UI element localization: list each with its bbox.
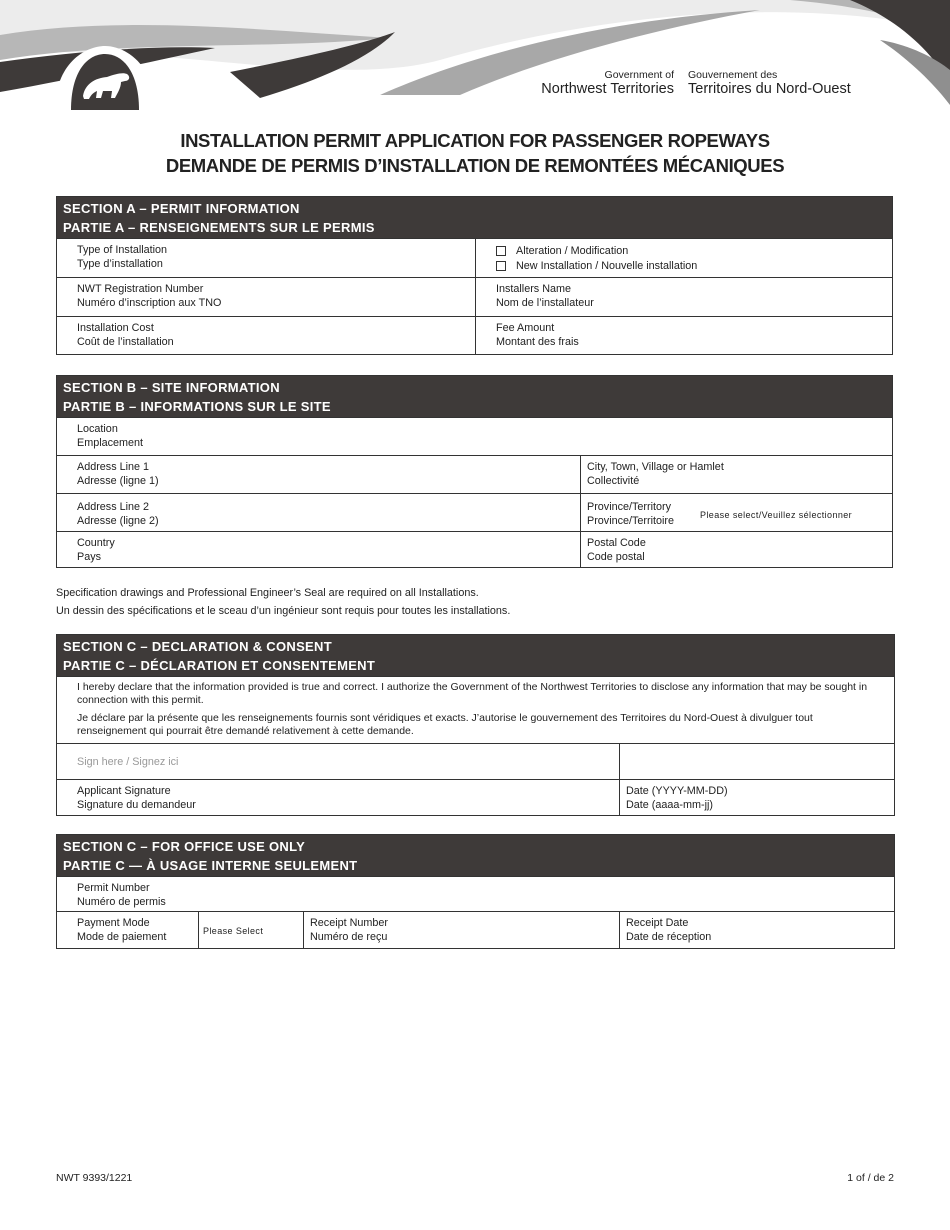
address-line-1-field[interactable]: Address Line 1 Adresse (ligne 1) [77,461,159,487]
signature-placeholder: Sign here / Signez ici [77,756,179,768]
province-label-fr: Province/Territoire [587,515,675,527]
gov-fr-name: Territoires du Nord-Ouest [688,81,851,97]
address-line-2-field[interactable]: Address Line 2 Adresse (ligne 2) [77,501,159,527]
type-of-installation-options [475,239,892,277]
section-b [56,375,893,568]
section-b-title-fr: PARTIE B – INFORMATIONS SUR LE SITE [63,398,331,414]
date-input[interactable] [619,744,894,779]
declaration-fr: Je déclare par la présente que les renseignements fournis sont véridiques et exacts. J’autorise le gouvernement des Territoires du Nord-Ouest à divulguer tout renseignement qui pourrait être demandé relativement à cette demande. [77,712,813,737]
office-use-title-en: SECTION C – FOR OFFICE USE ONLY [63,839,306,854]
alteration-checkbox[interactable] [496,246,506,256]
payment-mode-label: Payment Mode Mode de paiement [77,917,167,943]
fee-amount-field[interactable]: Fee Amount Montant des frais [475,317,892,354]
country-field[interactable]: Country Pays [77,537,115,563]
gov-en-name: Northwest Territories [541,81,674,97]
section-b-header [57,376,892,417]
receipt-number-field[interactable]: Receipt Number Numéro de reçu [303,912,619,948]
declaration-en: I hereby declare that the information provided is true and correct. I authorize the Government of the Northwest Territories to disclose any information that may be sought in connection with this permit. [77,681,868,706]
section-c-header [57,635,894,676]
gov-en-small: Government of [604,69,674,81]
requirements-note-fr: Un dessin des spécifications et le sceau d’un ingénieur sont requis pour toutes les installations. [56,605,511,617]
section-b-title-en: SECTION B – SITE INFORMATION [63,380,280,395]
gov-fr-small: Gouvernement des [688,69,778,81]
section-a-title-fr: PARTIE A – RENSEIGNEMENTS SUR LE PERMIS [63,219,375,235]
alteration-label: Alteration / Modification [516,244,629,257]
province-label-en: Province/Territory [587,501,671,513]
installers-name-field[interactable]: Installers Name Nom de l’installateur [475,278,892,316]
section-c-title-fr: PARTIE C – DÉCLARATION ET CONSENTEMENT [63,657,376,673]
province-field [580,494,892,531]
new-installation-label: New Installation / Nouvelle installation [516,259,698,272]
section-c-declaration [56,634,895,816]
applicant-signature-label: Applicant Signature Signature du demandeur [77,785,196,811]
installation-cost-field[interactable]: Installation Cost Coût de l’installation [77,322,174,348]
form-title-en: INSTALLATION PERMIT APPLICATION FOR PASSENGER ROPEWAYS [180,130,770,151]
nwt-registration-field[interactable]: NWT Registration Number Numéro d’inscription aux TNO [77,283,222,309]
form-number: NWT 9393/1221 [56,1172,133,1184]
province-select[interactable]: Please select/Veuillez sélectionner [700,510,853,520]
office-use-title-fr: PARTIE C — À USAGE INTERNE SEULEMENT [63,857,358,873]
requirements-note-en: Specification drawings and Professional Engineer’s Seal are required on all Installations. [56,587,479,599]
new-installation-checkbox[interactable] [496,261,506,271]
section-office-use [56,834,895,949]
section-a-title-en: SECTION A – PERMIT INFORMATION [63,201,300,216]
signature-input[interactable] [57,744,619,779]
payment-mode-select[interactable]: Please Select [198,912,303,948]
section-a-header [57,197,892,238]
office-use-header [57,835,894,876]
date-label: Date (YYYY-MM-DD) Date (aaaa-mm-jj) [619,780,894,815]
section-c-title-en: SECTION C – DECLARATION & CONSENT [63,639,332,654]
receipt-date-field[interactable]: Receipt Date Date de réception [619,912,894,948]
permit-number-field[interactable]: Permit Number Numéro de permis [77,882,166,908]
postal-code-field[interactable]: Postal Code Code postal [580,532,892,567]
page-number: 1 of / de 2 [847,1172,894,1184]
type-of-installation-label: Type of Installation Type d’installation [77,244,168,270]
city-field[interactable]: City, Town, Village or Hamlet Collectivité [580,456,892,493]
declaration-text [57,677,894,743]
form-title-fr: DEMANDE DE PERMIS D’INSTALLATION DE REMONTÉES MÉCANIQUES [165,155,785,176]
location-field[interactable]: Location Emplacement [77,423,144,449]
section-a [56,196,893,355]
polar-bear-logo [55,44,155,110]
